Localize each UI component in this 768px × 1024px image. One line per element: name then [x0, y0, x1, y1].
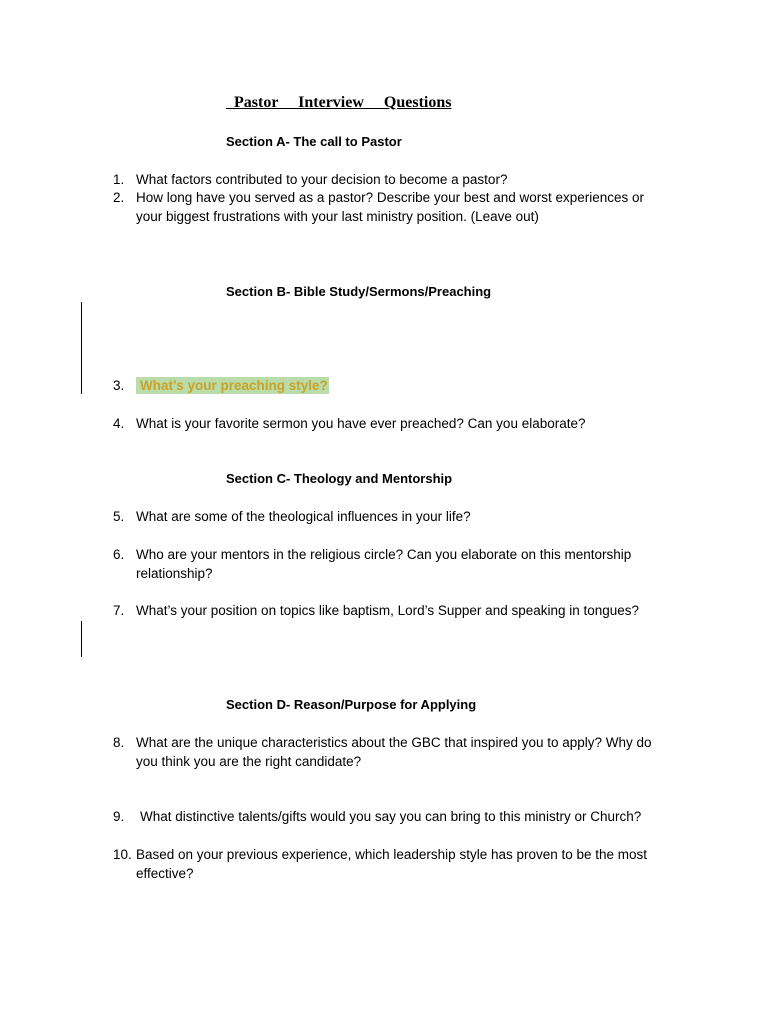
question-1 — [113, 171, 673, 190]
section-c-heading: Section C- Theology and Mentorship — [226, 471, 453, 486]
revision-bar — [81, 621, 82, 657]
question-2 — [113, 189, 673, 226]
question-number: 5. — [113, 509, 125, 524]
question-4 — [113, 415, 673, 434]
question-10 — [113, 846, 673, 883]
section-a-heading: Section A- The call to Pastor — [226, 134, 402, 149]
question-6 — [113, 546, 673, 583]
question-number: 9. — [113, 809, 125, 824]
question-3 — [113, 377, 673, 396]
question-number: 10. — [113, 847, 132, 862]
question-number: 7. — [113, 603, 125, 618]
question-number: 1. — [113, 172, 125, 187]
question-text: How long have you served as a pastor? Describe your best and worst experiences or your biggest frustrations with your last ministry position. (Leave out) — [136, 190, 645, 224]
question-text: What is your favorite sermon you have ever preached? Can you elaborate? — [136, 416, 586, 431]
document-title: Pastor Interview Questions — [226, 94, 452, 111]
question-8 — [113, 734, 673, 771]
question-number: 2. — [113, 190, 125, 205]
revision-bar — [81, 302, 82, 394]
question-7 — [113, 602, 673, 621]
section-d-heading: Section D- Reason/Purpose for Applying — [226, 697, 477, 712]
section-b-heading: Section B- Bible Study/Sermons/Preaching — [226, 284, 492, 299]
question-number: 8. — [113, 735, 125, 750]
question-number: 6. — [113, 547, 125, 562]
question-text: Who are your mentors in the religious circle? Can you elaborate on this mentorship relationship? — [136, 547, 632, 581]
question-5 — [113, 508, 673, 527]
question-9 — [113, 808, 673, 827]
question-text: What factors contributed to your decision to become a pastor? — [136, 172, 508, 187]
question-text: What are some of the theological influences in your life? — [136, 509, 471, 524]
question-text: What’s your position on topics like baptism, Lord’s Supper and speaking in tongues? — [136, 603, 640, 618]
highlighted-question-text: What’s your preaching style? — [136, 377, 329, 394]
question-text: Based on your previous experience, which leadership style has proven to be the most effective? — [136, 847, 648, 881]
question-number: 3. — [113, 378, 125, 393]
question-text: What are the unique characteristics about the GBC that inspired you to apply? Why do you think you are the right candidate? — [136, 735, 652, 769]
question-text: What distinctive talents/gifts would you say you can bring to this ministry or Church? — [140, 809, 642, 824]
question-number: 4. — [113, 416, 125, 431]
